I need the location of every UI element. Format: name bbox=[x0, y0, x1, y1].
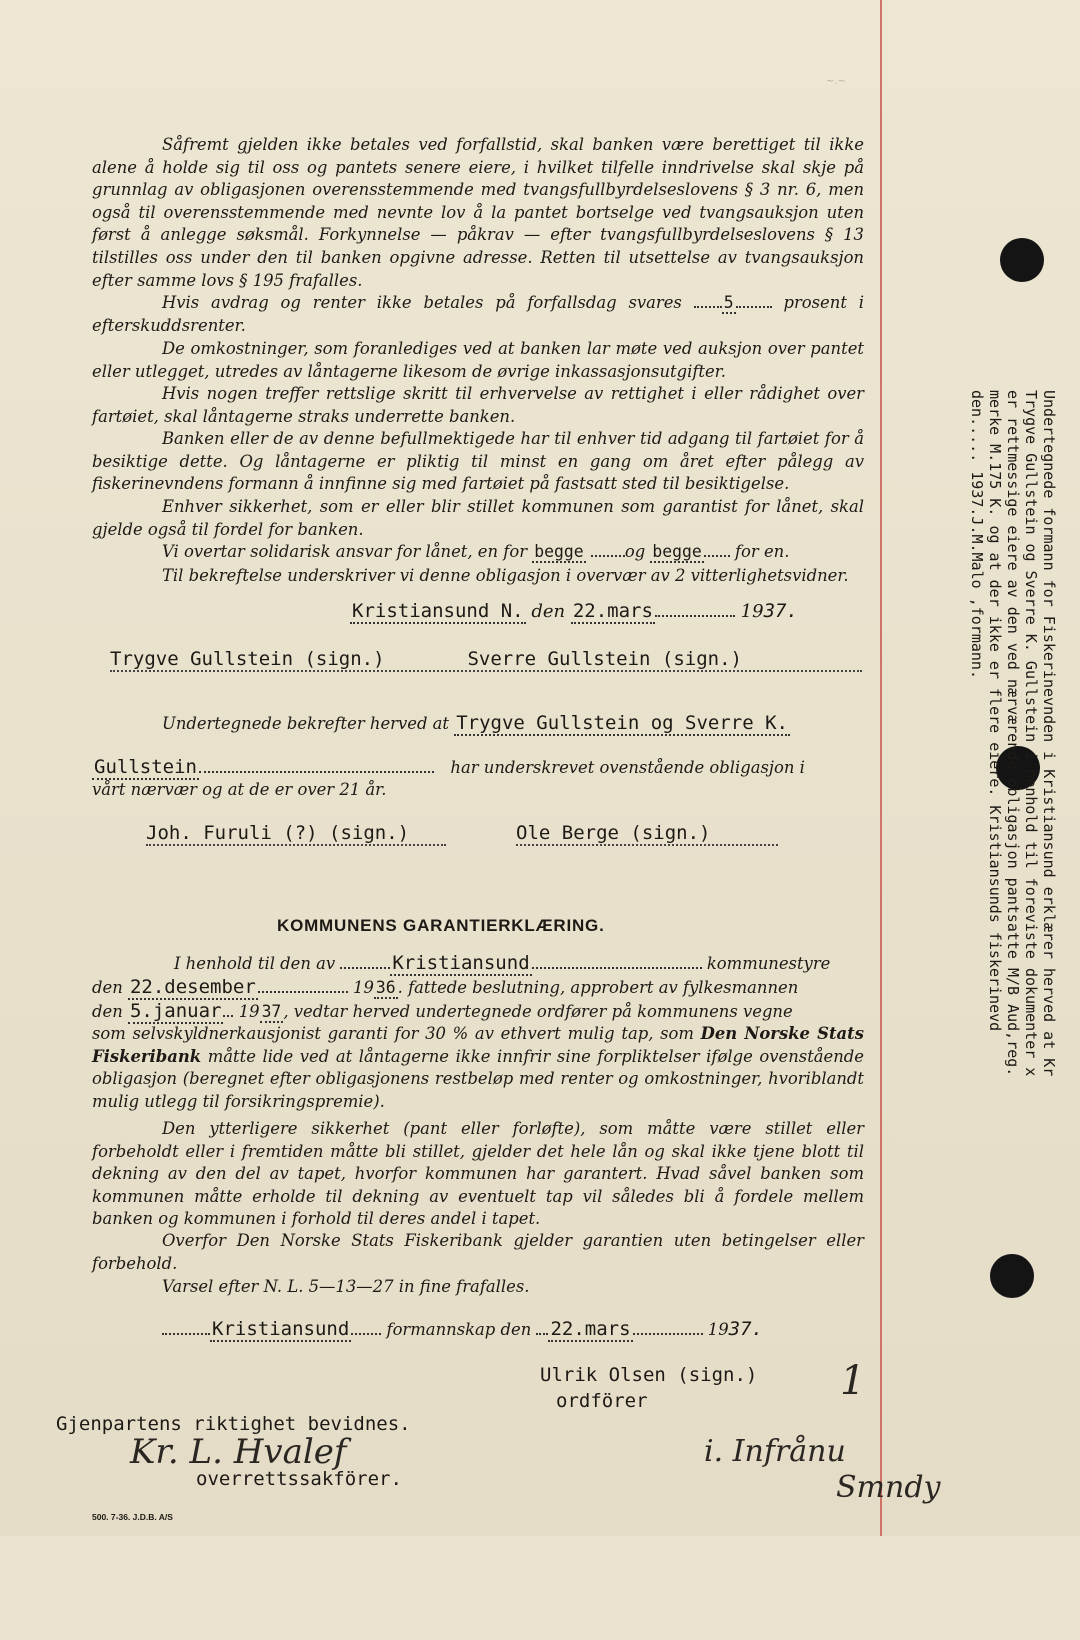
borrower-signatures bbox=[110, 648, 862, 672]
date-den: den bbox=[531, 601, 566, 622]
side-note-line: er rettmessige eiere av den ved nærværende obligasjon pantsatte M/B Aud,reg. bbox=[1004, 390, 1022, 1077]
council-year: 36 bbox=[375, 978, 396, 997]
side-note bbox=[898, 390, 1058, 1640]
guarantee-l2-b: fattede beslutning, approbert av fylkesmannen bbox=[408, 978, 799, 997]
confirm-text-c: vårt nærvær og at de er over 21 år. bbox=[92, 780, 387, 799]
council-date: 22.desember bbox=[129, 976, 256, 998]
guarantee-line-1 bbox=[174, 952, 830, 974]
confirm-line-2 bbox=[92, 756, 805, 778]
guarantee-line-2: den 22.desember 19 36 . fattede beslutning, approbert av fylkesmannen bbox=[92, 976, 799, 998]
side-note-line: den..... 1937.J.M.Malo ,formann. bbox=[968, 390, 986, 679]
witness-left: Joh. Furuli (?) (sign.) bbox=[146, 822, 446, 846]
guarantee-para-2: Den ytterligere sikkerhet (pant eller forløfte), som måtte være stillet eller forbeholdt eller i fremtiden måtte bli stillet, gjelder det hele lån og skal ikke tjene blott til dekning av den del av tapet, hvorfor kommunen har garantert. Hvad såvel banken som kommunen måtte erholde til dekning av eventuelt tap vil således bli å fordele mellem banken og kommunen i forhold til deres andel i tapet. bbox=[92, 1119, 864, 1229]
guarantee-l2-a: den bbox=[92, 978, 123, 997]
para-default-terms: Såfremt gjelden ikke betales ved forfallstid, skal banken være berettiget til ikke alene å holde sig til oss og pantets senere eiere, i hvilket tilfelle inndrivelse skal skje på grunnlag av obligasjonen overensstemmende med tvangsfullbyrdelseslovens § 3 nr. 6, men også til overensstemmende med nevnte lov å la pantet bortselge ved tvangsauksjon uten først å anlegge søksmål. Forkynnelse — påkrav — efter tvangsfullbyrdelseslovens § 13 tilstilles oss under den til banken opgivne adresse. Retten til utsettelse av tvangsauksjon efter samme lovs § 195 frafalles. bbox=[92, 135, 864, 290]
municipality-name: Kristiansund bbox=[392, 952, 530, 974]
sign-date: 22.mars bbox=[572, 600, 653, 622]
handwritten-mark: 1 bbox=[840, 1358, 866, 1404]
formannskap-line bbox=[162, 1318, 763, 1340]
side-note-line: Trygve Gullstein og Sverre K. Gullstein i henhold til foreviste dokumenter x bbox=[1022, 390, 1040, 1077]
place-date-line bbox=[350, 600, 798, 622]
guarantee-terms-b: måtte lide ved at låntagerne ikke innfrir sine forpliktelser ifølge ovenstående obligasjon (beregnet efter obligasjonens restbeløp med renter og omkostninger, hvoriblandt mulig utlegg til forsikringspremie). bbox=[92, 1046, 864, 1111]
signature-sverre: Sverre Gullstein (sign.) bbox=[467, 648, 742, 670]
solidarity-text-a: Vi overtar solidarisk ansvar for lånet, en for bbox=[162, 542, 528, 561]
guarantee-para-3: Overfor Den Norske Stats Fiskeribank gjelder garantien uten betingelser eller forbehold. bbox=[92, 1231, 864, 1273]
handwritten-signature-1: i. Infrånu bbox=[704, 1434, 846, 1469]
bank-name: Den Norske Stats Fiskeribank bbox=[92, 1024, 864, 1066]
para-solidarity bbox=[92, 541, 864, 564]
para-witness-statement: Til bekreftelse underskriver vi denne obligasjon i overvær av 2 vitterlighetsvidner. bbox=[162, 566, 849, 585]
para-costs: De omkostninger, som foranlediges ved at banken lar møte ved auksjon over pantet eller utlegget, utredes av låntagerne likesom de øvrige inkassasjonsutgifter. bbox=[92, 339, 864, 381]
solidarity-og: og bbox=[624, 542, 646, 561]
handwritten-signature-lawyer: Kr. L. Hvalef bbox=[130, 1432, 347, 1472]
approval-date: 5.januar bbox=[129, 1000, 222, 1022]
confirm-names-1: Trygve Gullstein og Sverre K. bbox=[456, 712, 788, 734]
para-late-interest-text-a: Hvis avdrag og renter ikke betales på forfallsdag svares bbox=[162, 293, 682, 312]
approval-year-prefix: 19 bbox=[238, 1002, 260, 1021]
side-note-line: Undertegnede formann for Fiskerinevnden i Kristiansund erklærer herved at Kr bbox=[1040, 390, 1058, 1077]
margin-line bbox=[880, 0, 882, 1536]
place-name: Kristiansund N. bbox=[352, 600, 524, 622]
confirm-names-2: Gullstein bbox=[94, 756, 197, 778]
handwritten-signature-2: Smndy bbox=[836, 1470, 941, 1505]
side-note-line: merke M.175 K. og at der ikke er flere eiere. Kristiansunds fiskerinevd bbox=[986, 390, 1004, 1032]
guarantee-terms bbox=[92, 1023, 864, 1113]
para-late-interest-text-b: prosent i efterskuddsrenter. bbox=[92, 293, 864, 335]
para-late-interest bbox=[92, 292, 864, 337]
mayor-name: Ulrik Olsen (sign.) bbox=[540, 1364, 758, 1386]
confirm-text-b: har underskrevet ovenstående obligasjon i bbox=[450, 758, 805, 777]
guarantee-l1-b: kommunestyre bbox=[706, 954, 831, 973]
formannskap-text: formannskap den bbox=[386, 1320, 532, 1339]
late-interest-rate: 5 bbox=[723, 293, 734, 312]
guarantee-line-3 bbox=[92, 1000, 793, 1022]
guarantee-heading: KOMMUNENS GARANTIERKLÆRING. bbox=[277, 916, 605, 935]
guarantee-l1-a: I henhold til den av bbox=[174, 954, 336, 973]
guarantee-para-4: Varsel efter N. L. 5—13—27 in fine frafalles. bbox=[162, 1277, 530, 1296]
confirm-text-a: Undertegnede bekrefter herved at bbox=[162, 714, 450, 733]
formannskap-date: 22.mars bbox=[550, 1318, 631, 1340]
formannskap-place: Kristiansund bbox=[212, 1318, 350, 1340]
year-prefix: 19 bbox=[740, 601, 764, 622]
copy-certification: Gjenpartens riktighet bevidnes. bbox=[56, 1413, 411, 1435]
confirm-line-1 bbox=[162, 712, 790, 734]
mayor-title: ordförer bbox=[556, 1390, 648, 1412]
para-legal-steps: Hvis nogen treffer rettslige skritt til erhvervelse av rettighet i eller rådighet over fartøiet, skal låntagerne straks underrette banken. bbox=[92, 384, 864, 426]
punch-hole bbox=[1000, 238, 1044, 282]
guarantee-terms-a: som selvskyldnerkausjonist garanti for 30 % av ethvert mulig tap, som bbox=[92, 1024, 694, 1043]
signature-trygve: Trygve Gullstein (sign.) bbox=[110, 648, 385, 670]
guarantee-l3-b: , vedtar herved undertegnede ordfører på kommunens vegne bbox=[283, 1002, 793, 1021]
printer-mark: 500. 7-36. J.D.B. A/S bbox=[92, 1512, 173, 1522]
corner-mark: ~.~ bbox=[826, 76, 846, 87]
lawyer-title: overrettssakförer. bbox=[196, 1468, 402, 1490]
para-security: Enhver sikkerhet, som er eller blir stillet kommunen som garantist for lånet, skal gjelde også til fordel for banken. bbox=[92, 497, 864, 539]
year-suffix: 37. bbox=[763, 600, 798, 622]
formannskap-year-suffix: 37. bbox=[728, 1318, 763, 1340]
guarantee-l3-a: den bbox=[92, 1002, 123, 1021]
para-inspection: Banken eller de av denne befullmektigede har til enhver tid adgang til fartøiet for å besiktige dette. Og låntagerne er pliktig til minst en gang om året efter pålegg av fiskerinevndens formann å innfinne sig med fartøiet på fastsatt sted til besiktigelse. bbox=[92, 429, 864, 494]
formannskap-year-prefix: 19 bbox=[707, 1320, 729, 1339]
solidarity-text-b: for en. bbox=[734, 542, 790, 561]
approval-year: 37 bbox=[261, 1002, 282, 1021]
witness-right: Ole Berge (sign.) bbox=[516, 822, 778, 846]
council-year-prefix: 19 bbox=[353, 978, 374, 997]
solidarity-fill-1: begge bbox=[534, 542, 584, 561]
solidarity-fill-2: begge bbox=[652, 542, 702, 561]
